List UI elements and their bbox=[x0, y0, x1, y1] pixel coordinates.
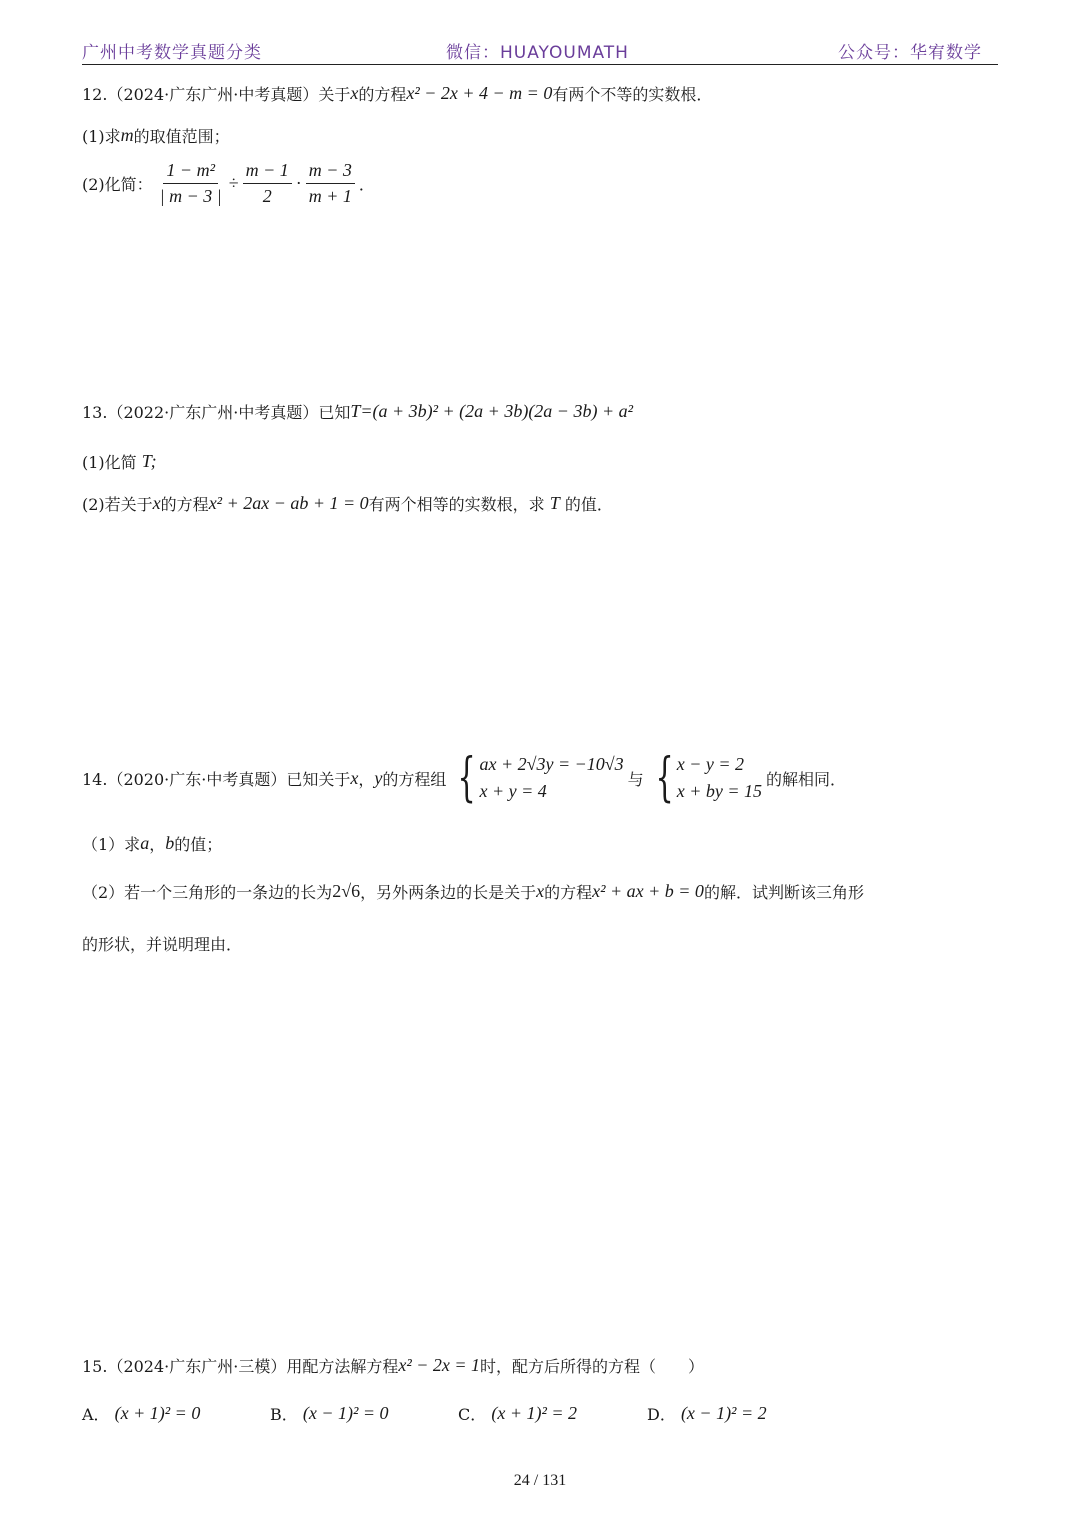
header-right: 公众号：华宥数学 bbox=[838, 43, 982, 63]
q15-option-a[interactable]: A． (x + 1)² = 0 bbox=[82, 1403, 201, 1424]
q15-option-b[interactable]: B． (x − 1)² = 0 bbox=[270, 1403, 389, 1424]
q15-equation: x² − 2x = 1 bbox=[398, 1355, 481, 1375]
q14-equation: x² + ax + b = 0 bbox=[592, 881, 704, 901]
q13-stem: 13.（2022·广东广州·中考真题）已知 T=(a + 3b)² + (2a + 3b)(2a − 3b) + a² bbox=[82, 401, 633, 422]
q15-stem: 15.（2024·广东广州·三模）用配方法解方程 x² − 2x = 1 时，配方后所得的方程（ ） bbox=[82, 1355, 705, 1376]
q14-part2: （2）若一个三角形的一条边的长为 2√6 ，另外两条边的长是关于 x 的方程 x² + ax + b = 0 的解．试判断该三角形 bbox=[82, 881, 864, 902]
q14-system-1: { ax + 2√3y = −10√3 x + y = 4 bbox=[457, 748, 624, 808]
q12-equation: x² − 2x + 4 − m = 0 bbox=[406, 83, 553, 103]
q15-option-c[interactable]: C． (x + 1)² = 2 bbox=[458, 1403, 578, 1424]
q14-part1: （1）求 a ， b 的值； bbox=[82, 833, 223, 854]
q12-fraction-3: $\frac{m - 3}{m + 1}$ bbox=[306, 160, 355, 207]
q12-stem: 12.（2024·广东广州·中考真题）关于 x 的方程 x² − 2x + 4 − m = 0 有两个不等的实数根． bbox=[82, 83, 713, 104]
q13-part1: (1)化简 T; bbox=[82, 451, 157, 472]
q14-stem: 14.（2020·广东·中考真题）已知关于 x ， y 的方程组 { ax + 2√3y = −10√3 x + y = 4 与 { x − y = 2 x + by = 15 的解相同． bbox=[82, 748, 847, 808]
q14-side-length: 2√6 bbox=[332, 881, 361, 901]
page-number: 24 / 131 bbox=[513, 1472, 567, 1489]
q13-expression: T=(a + 3b)² + (2a + 3b)(2a − 3b) + a² bbox=[350, 401, 633, 421]
q14-system-2: { x − y = 2 x + by = 15 bbox=[655, 748, 763, 808]
header-left: 广州中考数学真题分类 bbox=[82, 43, 262, 63]
header-center: 微信：HUAYOUMATH bbox=[446, 43, 629, 63]
q13-part2: (2)若关于 x 的方程 x² + 2ax − ab + 1 = 0 有两个相等的实数根，求 T 的值． bbox=[82, 493, 613, 514]
q12-fraction-2: $\frac{m - 1}{2}$ bbox=[243, 160, 292, 207]
q13-equation: x² + 2ax − ab + 1 = 0 bbox=[208, 493, 369, 513]
q12-part2: (2)化简： $\frac{\text{1 − m²}}{| m - 3 |}$ ÷ $\frac{m - 1}{2}$ · $\frac{m - 3}{m + 1}$ ． bbox=[82, 160, 375, 206]
q12-fraction-1: $\frac{\text{1 − m²}}{| m - 3 |}$ bbox=[159, 160, 222, 206]
page-header bbox=[82, 38, 998, 65]
q12-part1: (1)求 m 的取值范围； bbox=[82, 125, 230, 146]
q15-option-d[interactable]: D． (x − 1)² = 2 bbox=[647, 1403, 767, 1424]
q14-part2-line2: 的形状，并说明理由． bbox=[82, 935, 243, 954]
